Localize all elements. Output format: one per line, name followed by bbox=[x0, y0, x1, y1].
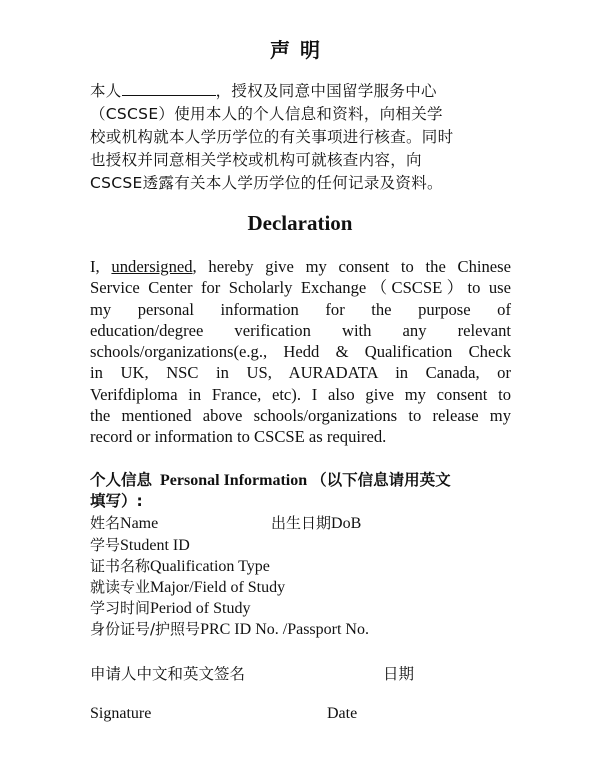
field-major-en: Major/Field of Study bbox=[150, 579, 286, 596]
field-qualification-type bbox=[90, 556, 270, 577]
declaration-cn bbox=[90, 80, 520, 195]
undersigned-word: undersigned bbox=[111, 257, 193, 276]
field-major-cn: 就读专业 bbox=[90, 578, 151, 596]
en-line-7: Verifdiploma in France, etc). I also give my consent to bbox=[90, 384, 511, 404]
field-dob-cn: 出生日期 bbox=[271, 514, 332, 532]
cn-line-1-text: ，授权及同意中国留学服务中心 bbox=[215, 82, 437, 100]
en-line-3: my personal information for the purpose of bbox=[90, 299, 511, 319]
signature-label-cn: 申请人中文和英文签名 bbox=[90, 665, 246, 683]
field-dob bbox=[271, 513, 361, 534]
en-line-1 bbox=[90, 256, 511, 277]
name-blank bbox=[122, 81, 216, 96]
title-en: Declaration bbox=[247, 211, 353, 235]
personal-info-heading-cn: 个人信息 bbox=[90, 471, 153, 489]
en-line-6: in UK, NSC in US, AURADATA in Canada, or bbox=[90, 363, 511, 383]
field-period-of-study bbox=[90, 598, 250, 619]
personal-info-note: （以下信息请用英文 bbox=[311, 471, 451, 489]
en-line-4: education/degree verification with any relevant bbox=[90, 320, 511, 340]
cn-line-3: 校或机构就本人学历学位的有关事项进行核查。同时 bbox=[90, 128, 454, 146]
personal-info-heading bbox=[90, 470, 515, 512]
field-qualification-cn: 证书名称 bbox=[90, 557, 151, 575]
field-period-en: Period of Study bbox=[150, 600, 251, 617]
cn-lead: 本人 bbox=[90, 82, 122, 100]
field-name bbox=[90, 513, 158, 534]
field-id-cn: 身份证号/护照号 bbox=[90, 620, 201, 638]
cn-line-4: 也授权并同意相关学校或机构可就核查内容，向 bbox=[90, 151, 422, 169]
field-id-en: PRC ID No. /Passport No. bbox=[200, 621, 369, 638]
title-cn: 声明 bbox=[270, 38, 330, 62]
date-label-cn: 日期 bbox=[383, 665, 415, 683]
field-major bbox=[90, 577, 285, 598]
field-student-id-en: Student ID bbox=[120, 537, 190, 554]
field-student-id-cn: 学号 bbox=[90, 536, 121, 554]
field-name-en: Name bbox=[120, 515, 159, 532]
en-line-5: schools/organizations(e.g., Hedd & Qualification Check bbox=[90, 342, 511, 362]
field-student-id bbox=[90, 535, 190, 556]
field-name-cn: 姓名 bbox=[90, 514, 121, 532]
en-line-2: Service Center for Scholarly Exchange（CSCSE）to use bbox=[90, 278, 511, 298]
en-line-8: the mentioned above schools/organizations to release my bbox=[90, 406, 511, 426]
en-line-9: record or information to CSCSE as required. bbox=[90, 427, 387, 447]
cn-line-5: CSCSE透露有关本人学历学位的任何记录及资料。 bbox=[90, 174, 443, 192]
en-line-1-rest: , hereby give my consent to the Chinese bbox=[192, 257, 511, 276]
cn-line-1 bbox=[90, 80, 520, 103]
cn-line-2: （CSCSE）使用本人的个人信息和资料，向相关学 bbox=[90, 105, 443, 123]
personal-info-note-2: 填写）: bbox=[90, 492, 143, 510]
en-intro: I, bbox=[90, 257, 100, 276]
date-label-en: Date bbox=[327, 705, 358, 722]
field-qualification-en: Qualification Type bbox=[150, 558, 270, 575]
signature-label-en: Signature bbox=[90, 705, 152, 722]
personal-info-heading-en: Personal Information bbox=[160, 472, 308, 489]
declaration-en bbox=[90, 256, 511, 448]
field-period-cn: 学习时间 bbox=[90, 599, 151, 617]
field-id-passport bbox=[90, 619, 369, 640]
field-dob-en: DoB bbox=[331, 515, 362, 532]
